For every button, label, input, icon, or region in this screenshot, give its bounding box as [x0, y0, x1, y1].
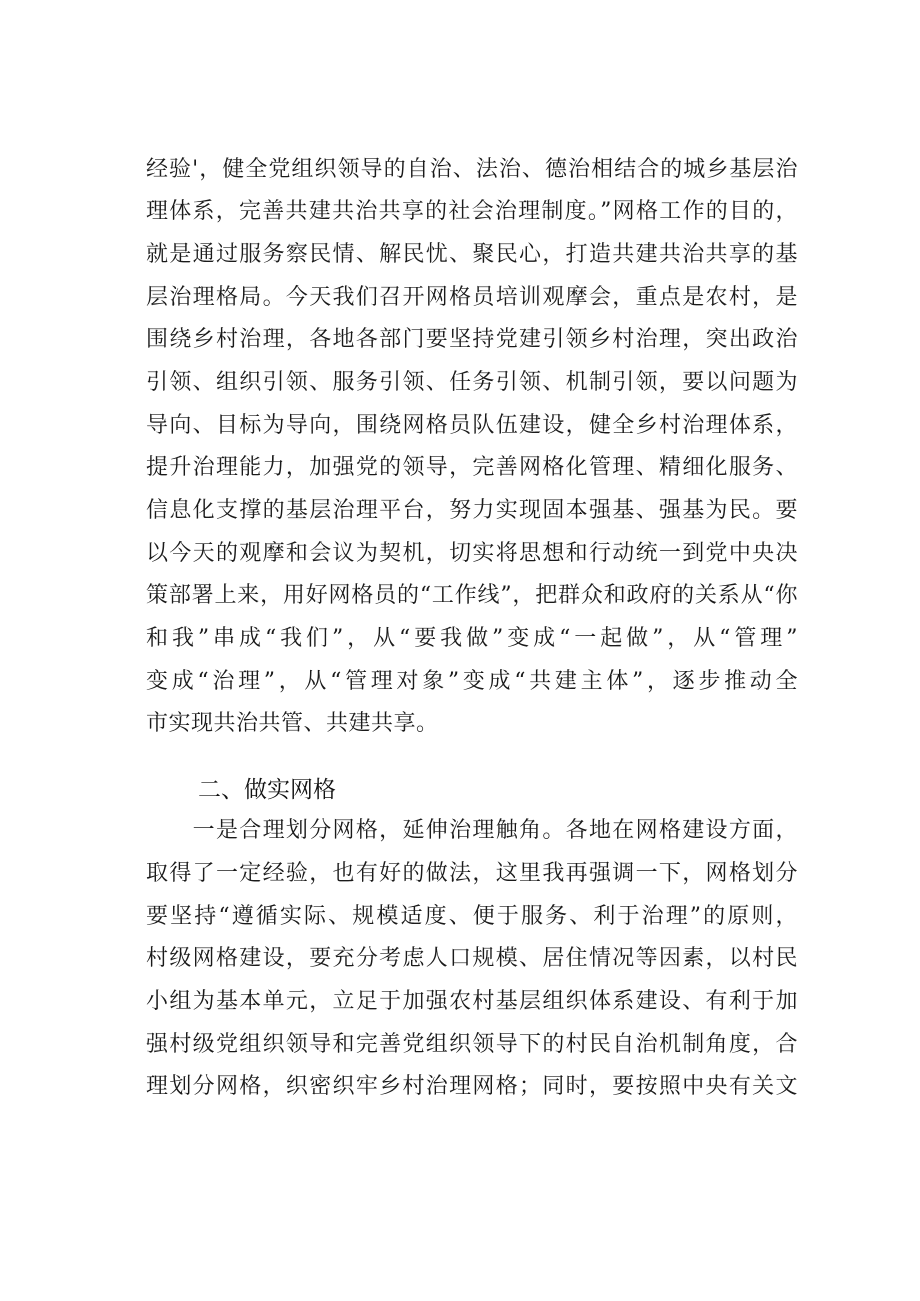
section-heading: 二、做实网格 [198, 777, 336, 803]
text-line: 一是合理划分网格，延伸治理触角。各地在网格建设方面， [146, 818, 798, 843]
text-line: 理体系，完善共建共治共享的社会治理制度。”网格工作的目的， [146, 199, 798, 224]
text-line: 围绕乡村治理，各地各部门要坚持党建引领乡村治理，突出政治 [146, 327, 798, 352]
text-line: 以今天的观摩和会议为契机，切实将思想和行动统一到党中央决 [146, 541, 798, 566]
text-line: 导向、目标为导向，围绕网格员队伍建设，健全乡村治理体系， [146, 413, 798, 438]
text-line: 提升治理能力，加强党的领导，完善网格化管理、精细化服务、 [146, 455, 798, 480]
text-line: 就是通过服务察民情、解民忧、聚民心，打造共建共治共享的基 [146, 242, 798, 267]
text-line: 引领、组织引领、服务引领、任务引领、机制引领，要以问题为 [146, 370, 798, 395]
text-line: 市实现共治共管、共建共享。 [146, 711, 439, 736]
text-line: 理划分网格，织密织牢乡村治理网格；同时，要按照中央有关文 [146, 1074, 798, 1099]
text-line: 取得了一定经验，也有好的做法，这里我再强调一下，网格划分 [146, 861, 798, 886]
text-line: 信息化支撑的基层治理平台，努力实现固本强基、强基为民。要 [146, 498, 798, 523]
text-line: 和我”串成“我们”，从“要我做”变成“一起做”，从“管理” [146, 626, 798, 651]
text-line: 策部署上来，用好网格员的“工作线”，把群众和政府的关系从“你 [146, 583, 798, 608]
text-line: 要坚持“遵循实际、规模适度、便于服务、利于治理”的原则， [146, 904, 798, 929]
text-line: 小组为基本单元，立足于加强农村基层组织体系建设、有利于加 [146, 989, 798, 1014]
text-line: 强村级党组织领导和完善党组织领导下的村民自治机制角度，合 [146, 1032, 798, 1057]
text-line: 变成“治理”，从“管理对象”变成“共建主体”，逐步推动全 [146, 669, 798, 694]
text-line: 经验'，健全党组织领导的自治、法治、德治相结合的城乡基层治 [146, 157, 798, 182]
text-line: 层治理格局。今天我们召开网格员培训观摩会，重点是农村，是 [146, 285, 798, 310]
text-line: 村级网格建设，要充分考虑人口规模、居住情况等因素，以村民 [146, 946, 798, 971]
